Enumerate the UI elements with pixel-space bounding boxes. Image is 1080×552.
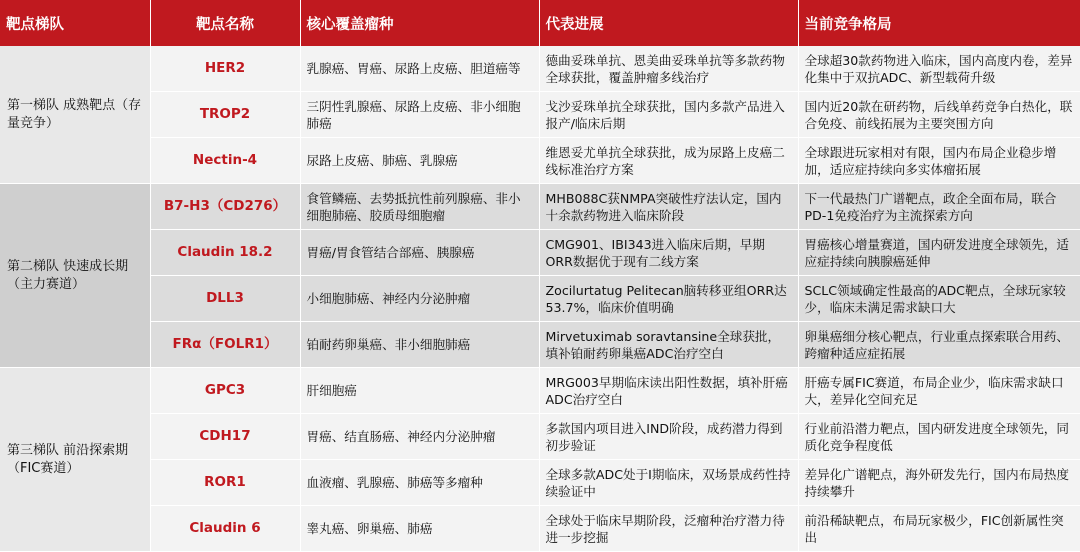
target-name: CDH17 xyxy=(150,414,300,460)
progress-cell: 德曲妥珠单抗、恩美曲妥珠单抗等多款药物全球获批，覆盖肿瘤多线治疗 xyxy=(539,46,798,92)
landscape-cell: 胃癌核心增量赛道，国内研发进度全球领先，适应症持续向胰腺癌延伸 xyxy=(798,230,1080,276)
table-row xyxy=(0,414,1080,460)
table-row xyxy=(0,322,1080,368)
table-row xyxy=(0,46,1080,92)
header-indications: 核心覆盖瘤种 xyxy=(300,0,539,46)
tier-label: 第二梯队 快速成长期（主力赛道） xyxy=(0,184,150,368)
header-progress: 代表进展 xyxy=(539,0,798,46)
progress-cell: Zocilurtatug Pelitecan脑转移亚组ORR达53.7%，临床价值明确 xyxy=(539,276,798,322)
table-row xyxy=(0,230,1080,276)
target-name: DLL3 xyxy=(150,276,300,322)
progress-cell: MHB088C获NMPA突破性疗法认定，国内十余款药物进入临床阶段 xyxy=(539,184,798,230)
progress-cell: MRG003早期临床读出阳性数据，填补肝癌ADC治疗空白 xyxy=(539,368,798,414)
landscape-cell: 差异化广谱靶点，海外研发先行，国内布局热度持续攀升 xyxy=(798,460,1080,506)
progress-cell: 戈沙妥珠单抗全球获批，国内多款产品进入报产/临床后期 xyxy=(539,92,798,138)
target-name: Nectin-4 xyxy=(150,138,300,184)
progress-cell: 维恩妥尤单抗全球获批，成为尿路上皮癌二线标准治疗方案 xyxy=(539,138,798,184)
indications-cell: 睾丸癌、卵巢癌、肺癌 xyxy=(300,506,539,552)
tier-label: 第三梯队 前沿探索期（FIC赛道） xyxy=(0,368,150,552)
indications-cell: 肝细胞癌 xyxy=(300,368,539,414)
table-row xyxy=(0,184,1080,230)
table-body xyxy=(0,46,1080,552)
table-row xyxy=(0,368,1080,414)
tier-label: 第一梯队 成熟靶点（存量竞争） xyxy=(0,46,150,184)
landscape-cell: 前沿稀缺靶点，布局玩家极少，FIC创新属性突出 xyxy=(798,506,1080,552)
landscape-cell: SCLC领域确定性最高的ADC靶点，全球玩家较少，临床未满足需求缺口大 xyxy=(798,276,1080,322)
indications-cell: 血液瘤、乳腺癌、肺癌等多瘤种 xyxy=(300,460,539,506)
table-row xyxy=(0,460,1080,506)
table-row xyxy=(0,138,1080,184)
indications-cell: 小细胞肺癌、神经内分泌肿瘤 xyxy=(300,276,539,322)
target-name: HER2 xyxy=(150,46,300,92)
table-row xyxy=(0,92,1080,138)
header-landscape: 当前竞争格局 xyxy=(798,0,1080,46)
indications-cell: 铂耐药卵巢癌、非小细胞肺癌 xyxy=(300,322,539,368)
progress-cell: 多款国内项目进入IND阶段，成药潜力得到初步验证 xyxy=(539,414,798,460)
table-row xyxy=(0,506,1080,552)
landscape-cell: 肝癌专属FIC赛道，布局企业少，临床需求缺口大，差异化空间充足 xyxy=(798,368,1080,414)
target-name: Claudin 6 xyxy=(150,506,300,552)
progress-cell: Mirvetuximab soravtansine全球获批，填补铂耐药卵巢癌ADC治疗空白 xyxy=(539,322,798,368)
table-row xyxy=(0,276,1080,322)
indications-cell: 乳腺癌、胃癌、尿路上皮癌、胆道癌等 xyxy=(300,46,539,92)
header-tier: 靶点梯队 xyxy=(0,0,150,46)
target-name: Claudin 18.2 xyxy=(150,230,300,276)
progress-cell: CMG901、IBI343进入临床后期，早期ORR数据优于现有二线方案 xyxy=(539,230,798,276)
indications-cell: 三阴性乳腺癌、尿路上皮癌、非小细胞肺癌 xyxy=(300,92,539,138)
landscape-cell: 国内近20款在研药物，后线单药竞争白热化，联合免疫、前线拓展为主要突围方向 xyxy=(798,92,1080,138)
landscape-cell: 全球跟进玩家相对有限，国内布局企业稳步增加，适应症持续向多实体瘤拓展 xyxy=(798,138,1080,184)
landscape-cell: 下一代最热门广谱靶点，政企全面布局，联合PD-1免疫治疗为主流探索方向 xyxy=(798,184,1080,230)
target-name: B7-H3（CD276） xyxy=(150,184,300,230)
target-name: TROP2 xyxy=(150,92,300,138)
target-name: ROR1 xyxy=(150,460,300,506)
indications-cell: 尿路上皮癌、肺癌、乳腺癌 xyxy=(300,138,539,184)
progress-cell: 全球多款ADC处于Ⅰ期临床，双场景成药性持续验证中 xyxy=(539,460,798,506)
target-name: FRα（FOLR1） xyxy=(150,322,300,368)
progress-cell: 全球处于临床早期阶段，泛瘤种治疗潜力待进一步挖掘 xyxy=(539,506,798,552)
landscape-cell: 卵巢癌细分核心靶点，行业重点探索联合用药、跨瘤种适应症拓展 xyxy=(798,322,1080,368)
landscape-cell: 全球超30款药物进入临床，国内高度内卷，差异化集中于双抗ADC、新型载荷升级 xyxy=(798,46,1080,92)
target-name: GPC3 xyxy=(150,368,300,414)
header-row xyxy=(0,0,1080,46)
indications-cell: 食管鳞癌、去势抵抗性前列腺癌、非小细胞肺癌、胶质母细胞瘤 xyxy=(300,184,539,230)
indications-cell: 胃癌/胃食管结合部癌、胰腺癌 xyxy=(300,230,539,276)
table-header xyxy=(0,0,1080,46)
indications-cell: 胃癌、结直肠癌、神经内分泌肿瘤 xyxy=(300,414,539,460)
landscape-cell: 行业前沿潜力靶点，国内研发进度全球领先，同质化竞争程度低 xyxy=(798,414,1080,460)
header-target: 靶点名称 xyxy=(150,0,300,46)
